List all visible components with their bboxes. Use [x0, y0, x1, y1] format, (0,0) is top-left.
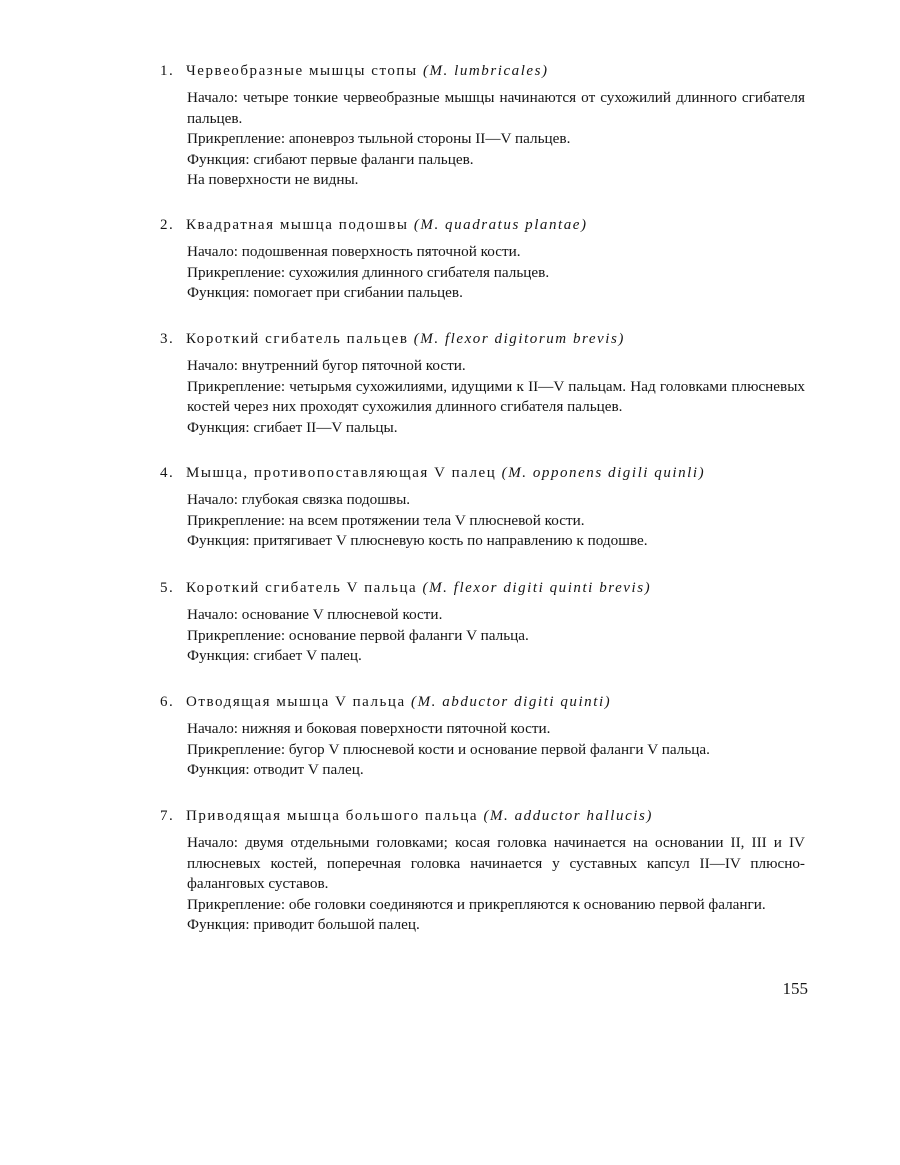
- section-heading: [160, 214, 820, 236]
- origin-paragraph: Начало: четыре тонкие червеобразные мышцы начинаются от сухожилий длинного сгибателя пальцев.: [187, 89, 805, 127]
- section-number: 2.: [160, 217, 175, 233]
- section-body: [187, 242, 805, 304]
- function-paragraph: Функция: помогает при сгибании пальцев.: [187, 284, 463, 302]
- section-heading: [160, 805, 820, 827]
- section-heading: [160, 462, 820, 484]
- section-title: Приводящая мышца большого пальца: [186, 808, 479, 824]
- insertion-paragraph: Прикрепление: четырьмя сухожилиями, идущими к II—V пальцам. Над головками плюсневых костей через них проходят сухожилия длинного сгибателя пальцев.: [187, 377, 805, 416]
- section-title: Короткий сгибатель пальцев: [186, 331, 409, 347]
- section-number: 7.: [160, 808, 175, 824]
- section-latin-name: (M. quadratus plantae): [413, 217, 588, 233]
- origin-paragraph: Начало: глубокая связка подошвы.: [187, 491, 411, 508]
- section-body: [187, 833, 805, 936]
- origin-paragraph: Начало: основание V плюсневой кости.: [187, 606, 443, 623]
- section-body: [187, 490, 805, 552]
- section-body: [187, 719, 805, 781]
- section-number: 4.: [160, 465, 175, 481]
- section-body: [187, 88, 805, 191]
- section-latin-name: (M. lumbricales): [422, 63, 549, 79]
- function-paragraph: Функция: притягивает V плюсневую кость по направлению к подошве.: [187, 532, 648, 550]
- section-latin-name: (M. opponens digili quinli): [501, 465, 706, 481]
- insertion-paragraph: Прикрепление: обе головки соединяются и прикрепляются к основанию первой фаланги.: [187, 895, 766, 913]
- section-title: Короткий сгибатель V пальца: [186, 580, 418, 596]
- function-paragraph: Функция: сгибает II—V пальцы.: [187, 418, 398, 436]
- note-paragraph: На поверхности не видны.: [187, 171, 359, 189]
- function-paragraph: Функция: сгибают первые фаланги пальцев.: [187, 150, 474, 168]
- section-latin-name: (M. abductor digiti quinti): [411, 694, 612, 710]
- insertion-paragraph: Прикрепление: апоневроз тыльной стороны II—V пальцев.: [187, 130, 571, 148]
- section-heading: [160, 328, 820, 350]
- function-paragraph: Функция: отводит V палец.: [187, 761, 364, 779]
- section-body: [187, 356, 805, 438]
- section-heading: [160, 577, 820, 599]
- function-paragraph: Функция: приводит большой палец.: [187, 916, 420, 934]
- section-body: [187, 605, 805, 667]
- section-latin-name: (M. flexor digitorum brevis): [413, 331, 625, 347]
- function-paragraph: Функция: сгибает V палец.: [187, 647, 362, 665]
- insertion-paragraph: Прикрепление: основание первой фаланги V пальца.: [187, 626, 529, 644]
- origin-paragraph: Начало: нижняя и боковая поверхности пяточной кости.: [187, 720, 551, 737]
- section-title: Квадратная мышца подошвы: [186, 217, 409, 233]
- origin-paragraph: Начало: двумя отдельными головками; косая головка начинается на основании II, III и IV плюсневых костей, поперечная головка начинается у суставных капсул II—IV плюсно-фаланговых суставов.: [187, 834, 805, 893]
- page-number: 155: [782, 979, 808, 998]
- origin-paragraph: Начало: подошвенная поверхность пяточной кости.: [187, 243, 521, 260]
- insertion-paragraph: Прикрепление: на всем протяжении тела V плюсневой кости.: [187, 511, 585, 529]
- insertion-paragraph: Прикрепление: бугор V плюсневой кости и основание первой фаланги V пальца.: [187, 740, 710, 758]
- insertion-paragraph: Прикрепление: сухожилия длинного сгибателя пальцев.: [187, 263, 550, 281]
- origin-paragraph: Начало: внутренний бугор пяточной кости.: [187, 357, 466, 374]
- section-title: Мышца, противопоставляющая V палец: [186, 465, 497, 481]
- section-latin-name: (M. adductor hallucis): [483, 808, 653, 824]
- section-number: 6.: [160, 694, 175, 710]
- section-heading: [160, 691, 820, 713]
- section-title: Отводящая мышца V пальца: [186, 694, 406, 710]
- section-number: 5.: [160, 580, 175, 596]
- section-title: Червеобразные мышцы стопы: [186, 63, 418, 79]
- section-number: 3.: [160, 331, 175, 347]
- section-number: 1.: [160, 63, 175, 79]
- section-heading: [160, 60, 820, 82]
- section-latin-name: (M. flexor digiti quinti brevis): [422, 580, 652, 596]
